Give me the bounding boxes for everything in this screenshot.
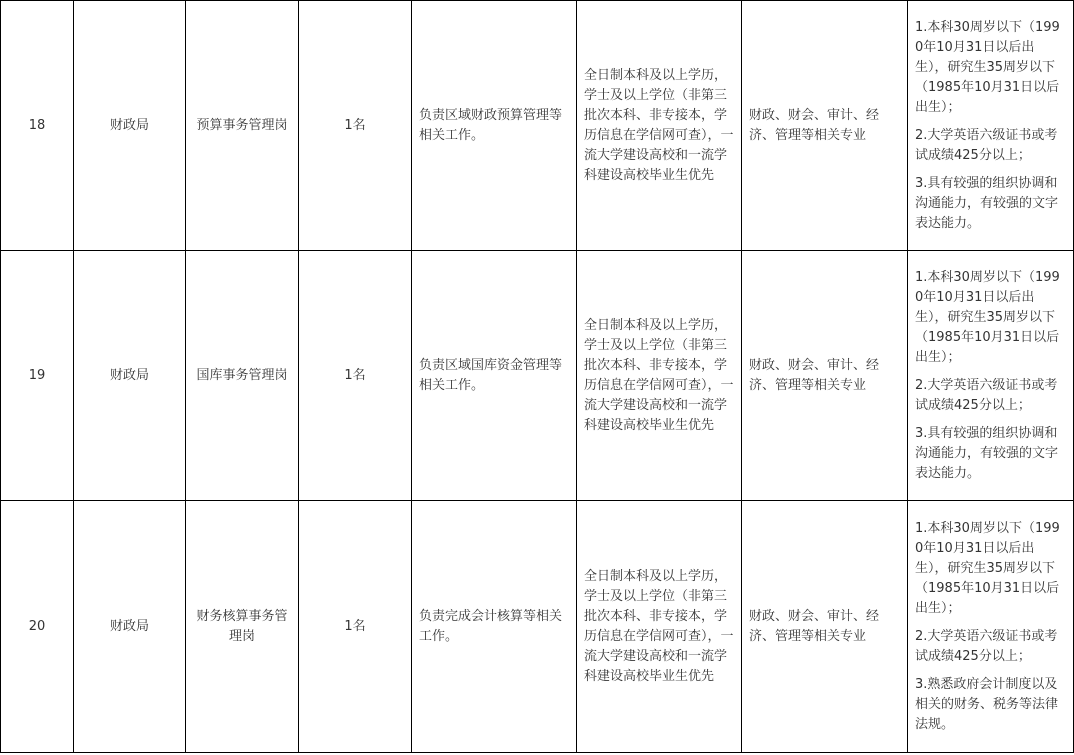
job-duty: 负责区域财政预算管理等相关工作。: [412, 1, 577, 251]
requirement-item: 1.本科30周岁以下（1990年10月31日以后出生），研究生35周岁以下（1985年10月31日以后出生）；: [915, 520, 1060, 616]
headcount: 1名: [299, 501, 412, 753]
requirement-item: 3.具有较强的组织协调和沟通能力，有较强的文字表达能力。: [915, 425, 1059, 481]
education-requirement: 全日制本科及以上学历，学士及以上学位（非第三批次本科、非专接本，学历信息在学信网可查），一流大学建设高校和一流学科建设高校毕业生优先: [577, 501, 742, 753]
row-number: 18: [1, 1, 74, 251]
other-requirements: [908, 251, 1074, 501]
position-name: 预算事务管理岗: [186, 1, 299, 251]
other-requirements: [908, 1, 1074, 251]
requirement-item: 3.具有较强的组织协调和沟通能力，有较强的文字表达能力。: [915, 175, 1059, 231]
table-row: [1, 1, 1074, 251]
table-row: [1, 251, 1074, 501]
department: 财政局: [74, 501, 186, 753]
major-requirement: 财政、财会、审计、经济、管理等相关专业: [742, 251, 908, 501]
education-requirement: 全日制本科及以上学历，学士及以上学位（非第三批次本科、非专接本，学历信息在学信网可查），一流大学建设高校和一流学科建设高校毕业生优先: [577, 1, 742, 251]
headcount: 1名: [299, 1, 412, 251]
row-number: 19: [1, 251, 74, 501]
requirement-item: 1.本科30周岁以下（1990年10月31日以后出生），研究生35周岁以下（1985年10月31日以后出生）；: [915, 269, 1060, 365]
department: 财政局: [74, 251, 186, 501]
row-number: 20: [1, 501, 74, 753]
job-duty: 负责区域国库资金管理等相关工作。: [412, 251, 577, 501]
requirement-item: 3.熟悉政府会计制度以及相关的财务、税务等法律法规。: [915, 676, 1059, 732]
department: 财政局: [74, 1, 186, 251]
major-requirement: 财政、财会、审计、经济、管理等相关专业: [742, 501, 908, 753]
position-name: 财务核算事务管理岗: [186, 501, 299, 753]
major-requirement: 财政、财会、审计、经济、管理等相关专业: [742, 1, 908, 251]
requirement-item: 2.大学英语六级证书或考试成绩425分以上；: [915, 377, 1058, 413]
table-row: [1, 501, 1074, 753]
education-requirement: 全日制本科及以上学历，学士及以上学位（非第三批次本科、非专接本，学历信息在学信网可查），一流大学建设高校和一流学科建设高校毕业生优先: [577, 251, 742, 501]
job-duty: 负责完成会计核算等相关工作。: [412, 501, 577, 753]
position-name: 国库事务管理岗: [186, 251, 299, 501]
other-requirements: [908, 501, 1074, 753]
requirement-item: 2.大学英语六级证书或考试成绩425分以上；: [915, 127, 1058, 163]
headcount: 1名: [299, 251, 412, 501]
requirement-item: 1.本科30周岁以下（1990年10月31日以后出生），研究生35周岁以下（1985年10月31日以后出生）；: [915, 19, 1060, 115]
requirement-item: 2.大学英语六级证书或考试成绩425分以上；: [915, 628, 1058, 664]
